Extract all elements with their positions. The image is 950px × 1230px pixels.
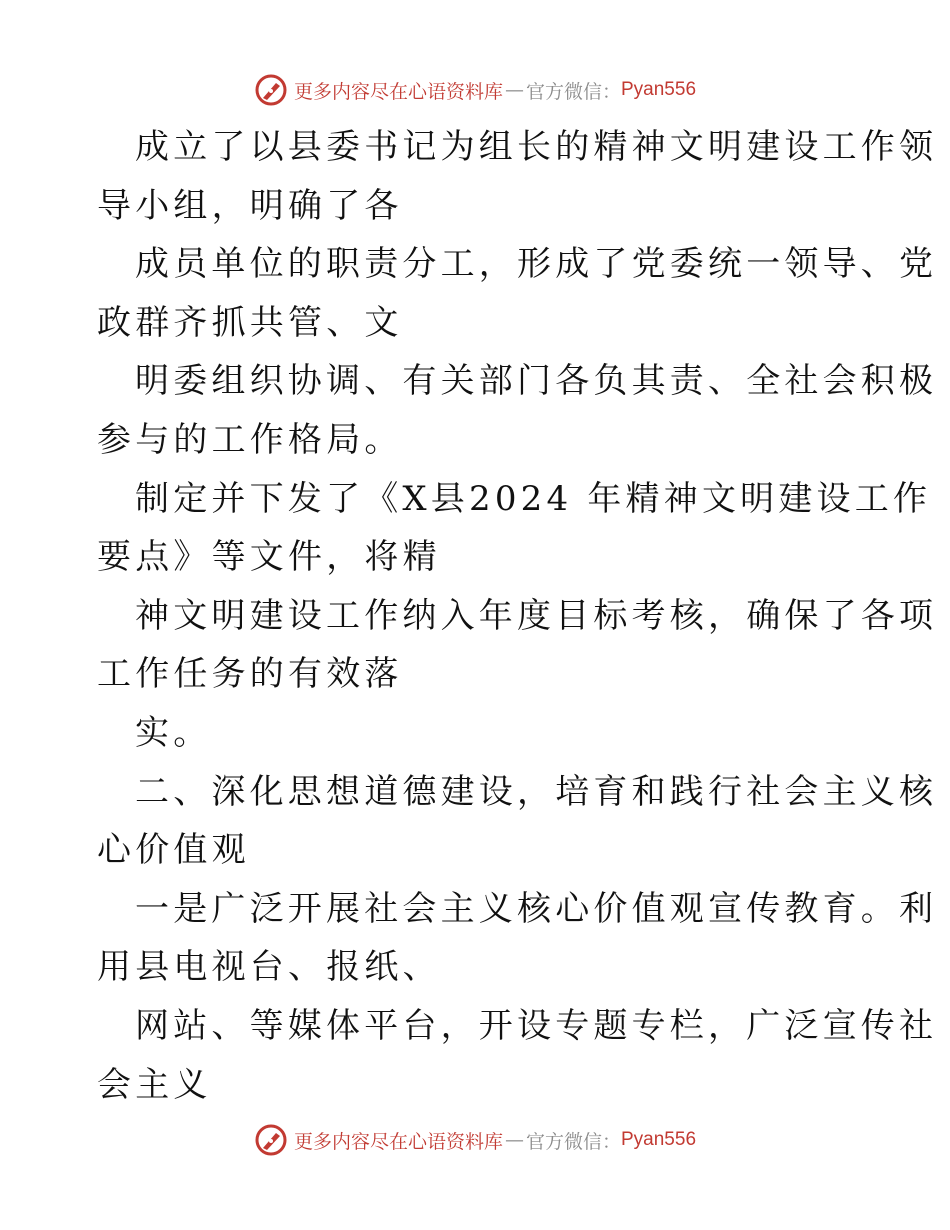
text-line: 网站、等媒体平台，开设专题专栏，广泛宣传社 [135,1005,938,1046]
watermark-label: 官方微信： [525,80,621,103]
text-line: 制定并下发了《X县2024 年精神文明建设工作 [135,478,932,519]
document-body [97,118,938,1114]
watermark-brand: 更多内容尽在心语资料库 [293,80,503,103]
footer-watermark [0,1120,950,1160]
text-line: 参与的工作格局。 [97,419,403,460]
text-line: 实。 [135,712,212,753]
text-line: 要点》等文件，将精 [97,537,441,578]
watermark-brand: 更多内容尽在心语资料库 [293,1130,503,1153]
text-line: 成立了以县委书记为组长的精神文明建设工作领 [135,127,938,167]
watermark-label: 官方微信： [525,1130,621,1153]
header-watermark [0,70,950,110]
text-line: 明委组织协调、有关部门各负其责、全社会积极 [135,361,938,402]
text-line: 会主义 [97,1064,212,1105]
text-line: 用县电视台、报纸、 [97,947,441,988]
text-line: 一是广泛开展社会主义核心价值观宣传教育。利 [135,888,938,929]
watermark-wechat-id: Pyan556 [621,79,697,100]
text-line: 政群齐抓共管、文 [97,302,403,343]
pen-nib-circle-icon [254,73,288,107]
text-line: 导小组，明确了各 [97,185,403,226]
pen-nib-circle-icon [254,1123,288,1157]
watermark-wechat-id: Pyan556 [621,1129,697,1150]
watermark-separator: — [504,79,524,101]
text-line: 神文明建设工作纳入年度目标考核，确保了各项 [135,595,938,636]
text-line: 工作任务的有效落 [97,654,403,695]
watermark-separator: — [504,1129,524,1151]
text-line: 心价值观 [97,830,250,871]
text-line: 二、深化思想道德建设，培育和践行社会主义核 [135,771,938,812]
text-line: 成员单位的职责分工，形成了党委统一领导、党 [135,244,938,285]
